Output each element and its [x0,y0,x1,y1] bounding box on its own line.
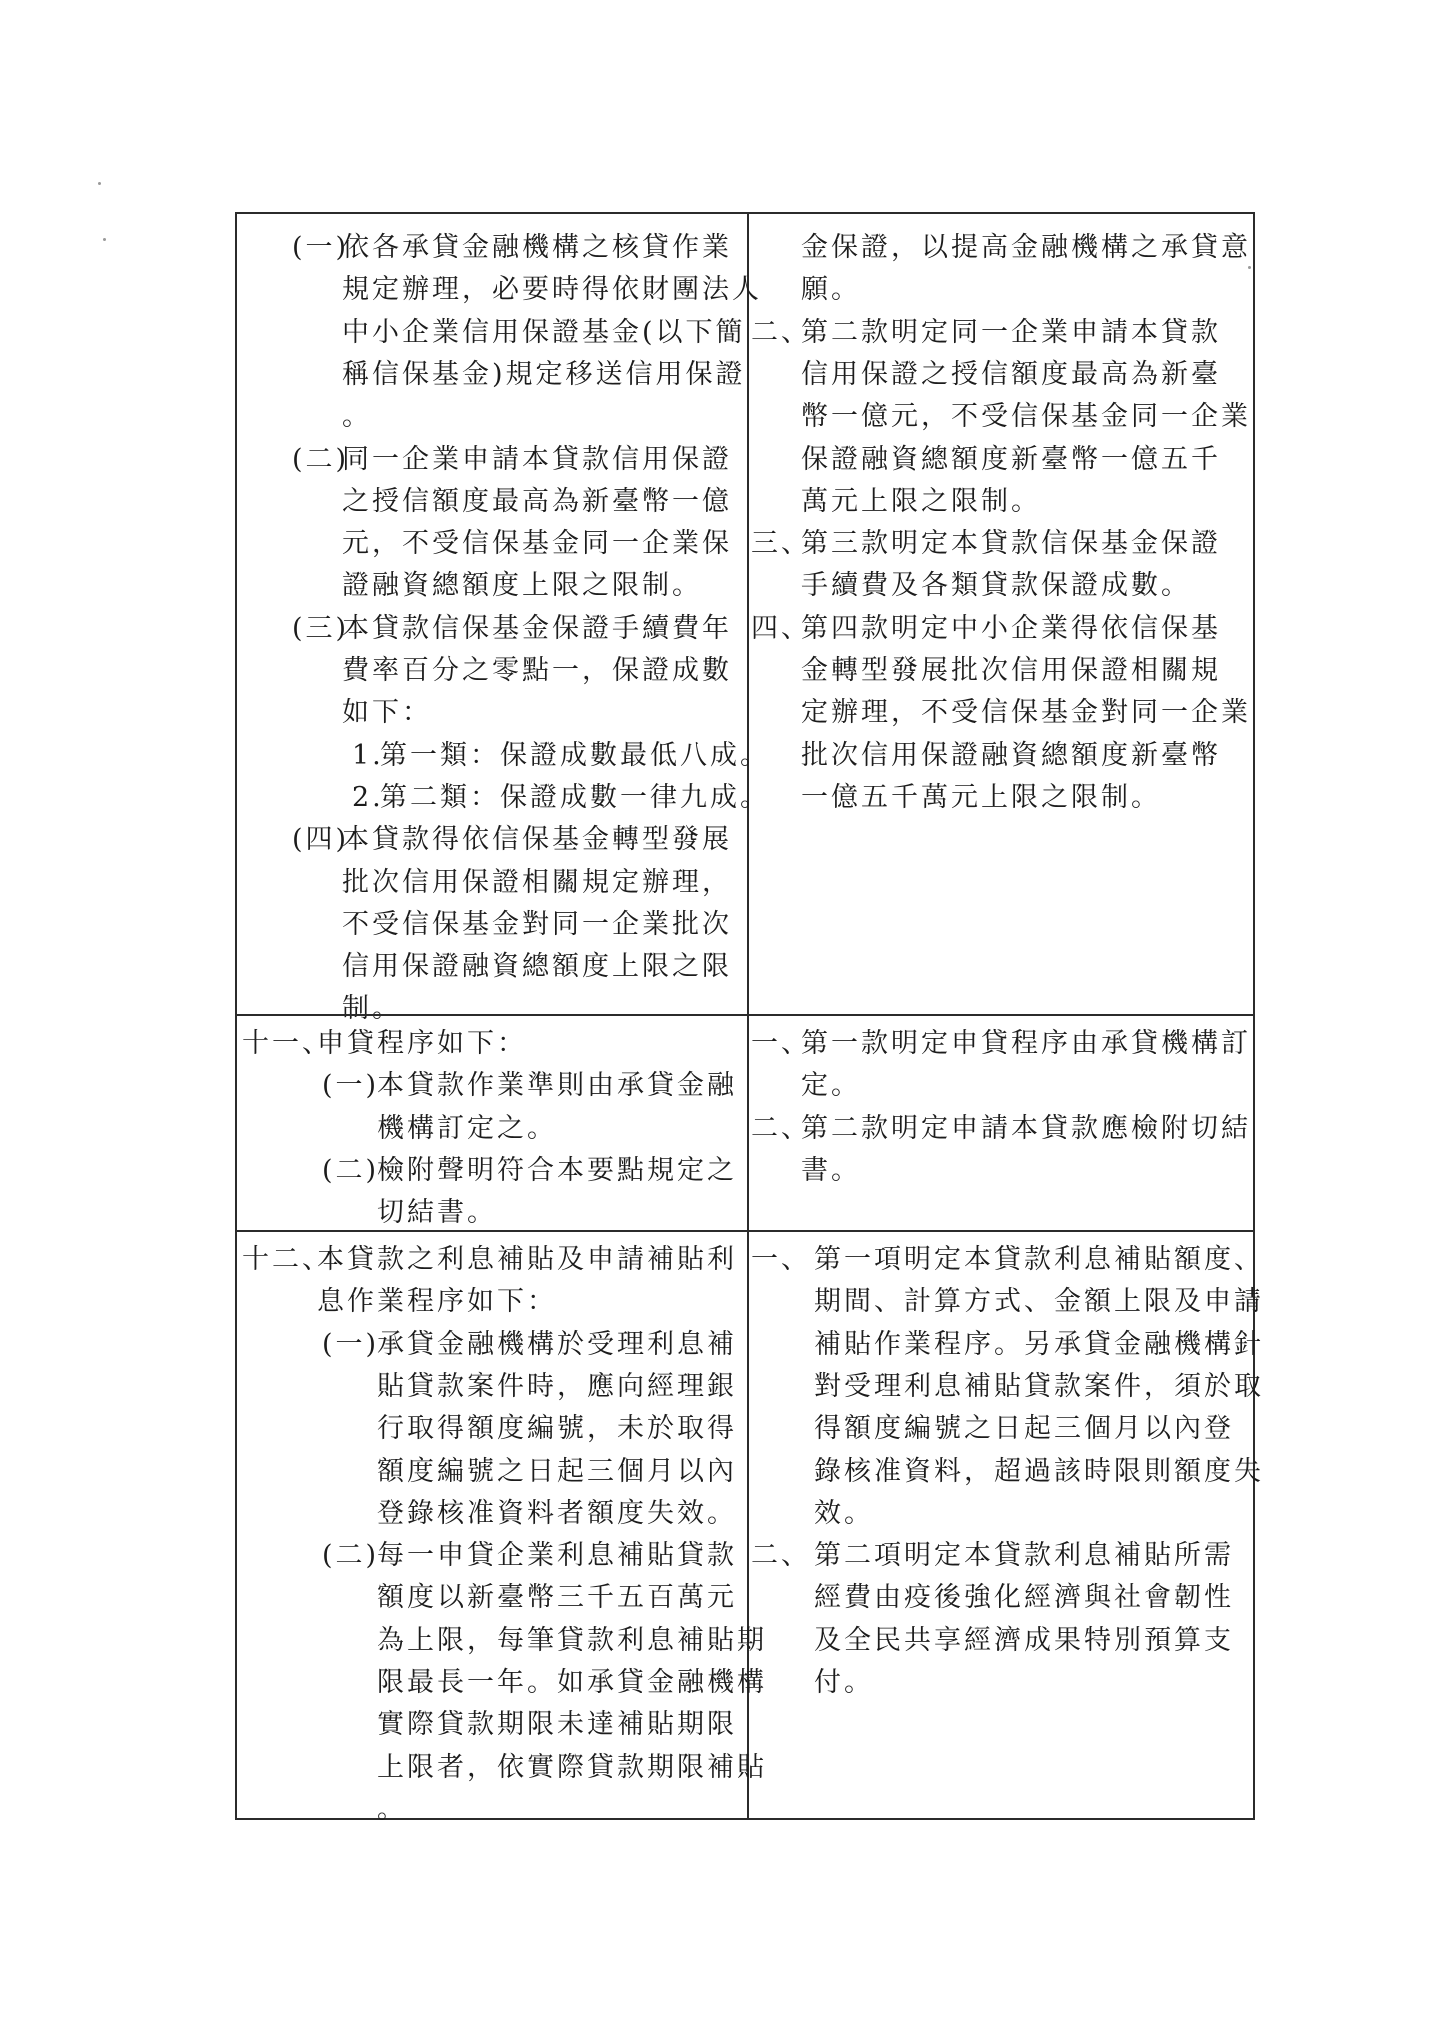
clause-marker: (一) [322,1328,380,1360]
clause-marker: 1. [352,739,384,771]
table-row-item-12 [237,1230,1264,1825]
clause-text-line: 期間、計算方式、金額上限及申請 [814,1286,1264,1318]
clause-marker: 一、 [751,1028,811,1059]
clause-marker: (三) [292,612,350,644]
clause-text-line: 稱信保基金)規定移送信用保證 [342,358,746,390]
table-row-item-10 [237,214,1253,1025]
clause-text-line: 保證融資總額度新臺幣一億五千 [801,443,1221,475]
explanation-cell [749,1232,1264,1820]
clause-text-line: 本貸款信保基金保證手續費年 [342,612,732,644]
clause-text-line: 機構訂定之。 [377,1112,557,1144]
clause-text-line: 。 [342,401,372,433]
clause-text-line: 之授信額度最高為新臺幣一億 [342,485,732,517]
clause-text-line: 經費由疫後強化經濟與社會韌性 [814,1582,1234,1614]
clause-text-line: 補貼作業程序。另承貸金融機構針 [814,1328,1264,1360]
clause-marker: (二) [292,443,350,475]
clause-text-line: 及全民共享經濟成果特別預算支 [814,1624,1234,1656]
clause-text-line: 一億五千萬元上限之限制。 [801,781,1161,813]
clause-text-line: 限最長一年。如承貸金融機構 [377,1667,767,1698]
explanation-cell [749,1016,1255,1232]
clause-text-line: 書。 [801,1154,861,1186]
clause-text-line: 批次信用保證相關規定辦理， [342,866,732,898]
clause-text-line: 付。 [814,1667,874,1698]
clause-text-line: 手續費及各類貸款保證成數。 [801,570,1191,602]
clause-text-line: 定。 [801,1070,861,1102]
clause-text-line: 願。 [801,274,861,306]
explanation-cell [749,214,1255,1014]
clause-text-line: 對受理利息補貼貸款案件，須於取 [814,1370,1264,1402]
clause-marker: 十一、 [242,1028,332,1059]
comparison-table [235,212,1264,1825]
clause-text-line: 第二項明定本貸款利息補貼所需 [814,1540,1234,1572]
clause-text-line: 本貸款得依信保基金轉型發展 [342,824,732,856]
clause-marker: 二、 [751,1540,811,1572]
clause-text-line: 證融資總額度上限之限制。 [342,570,702,602]
clause-text-line: 信用保證之授信額度最高為新臺 [801,358,1221,390]
clause-marker: (二) [322,1540,380,1572]
provision-text-cell [237,214,770,1025]
clause-text-line: 元，不受信保基金同一企業保 [342,528,732,560]
clause-text-line: 依各承貸金融機構之核貸作業 [342,232,732,263]
clause-text-line: 登錄核准資料者額度失效。 [377,1497,737,1529]
clause-marker: (二) [322,1154,380,1186]
clause-marker: 三、 [751,528,811,560]
clause-text-line: 額度以新臺幣三千五百萬元 [377,1582,737,1614]
clause-text-line: 效。 [814,1497,874,1529]
clause-text-line: 信用保證融資總額度上限之限 [342,951,732,983]
clause-text-line: 。 [377,1793,407,1825]
clause-marker: 二、 [751,316,811,348]
provision-text-cell [237,1016,747,1232]
clause-marker: 二、 [751,1112,811,1144]
clause-text-line: 費率百分之零點一，保證成數 [342,655,732,686]
clause-text-line: 息作業程序如下： [317,1286,557,1318]
clause-marker: (一) [292,232,350,263]
clause-text-line: 本貸款作業準則由承貸金融 [377,1070,737,1102]
clause-marker: 2. [352,781,384,813]
clause-text-line: 第二類：保證成數一律九成。 [380,781,770,813]
table-row-item-11 [237,1014,1253,1232]
clause-text-line: 實際貸款期限未達補貼期限 [377,1709,737,1741]
clause-text-line: 金保證，以提高金融機構之承貸意 [801,232,1251,263]
clause-marker: 四、 [751,612,811,644]
clause-text-line: 本貸款之利息補貼及申請補貼利 [317,1244,737,1275]
clause-text-line: 為上限，每筆貸款利息補貼期 [377,1624,767,1656]
clause-text-line: 第二款明定同一企業申請本貸款 [801,316,1221,348]
provision-text-cell [237,1232,767,1825]
clause-text-line: 錄核准資料，超過該時限則額度失 [814,1455,1264,1487]
clause-text-line: 承貸金融機構於受理利息補 [377,1328,737,1360]
clause-text-line: 金轉型發展批次信用保證相關規 [801,655,1221,686]
clause-text-line: 申貸程序如下： [317,1028,527,1059]
clause-text-line: 第一類：保證成數最低八成。 [380,739,770,771]
clause-text-line: 每一申貸企業利息補貼貸款 [377,1540,737,1572]
scan-speck [103,238,106,241]
clause-text-line: 同一企業申請本貸款信用保證 [342,443,732,475]
clause-text-line: 第三款明定本貸款信保基金保證 [801,528,1221,560]
clause-text-line: 貼貸款案件時，應向經理銀 [377,1370,737,1402]
clause-text-line: 不受信保基金對同一企業批次 [342,908,732,940]
clause-marker: 十二、 [242,1244,332,1275]
clause-marker: (一) [322,1070,380,1102]
clause-text-line: 行取得額度編號，未於取得 [377,1413,737,1445]
clause-marker: (四) [292,824,350,856]
clause-text-line: 萬元上限之限制。 [801,485,1041,517]
clause-text-line: 第二款明定申請本貸款應檢附切結 [801,1112,1251,1144]
clause-text-line: 制。 [342,993,402,1025]
clause-text-line: 第一款明定申貸程序由承貸機構訂 [801,1028,1251,1059]
clause-text-line: 如下： [342,697,432,729]
clause-text-line: 第一項明定本貸款利息補貼額度、 [814,1244,1264,1275]
clause-text-line: 得額度編號之日起三個月以內登 [814,1413,1234,1445]
clause-text-line: 中小企業信用保證基金(以下簡 [342,316,746,348]
clause-text-line: 規定辦理，必要時得依財團法人 [342,274,762,306]
clause-text-line: 切結書。 [377,1197,497,1229]
clause-text-line: 幣一億元，不受信保基金同一企業 [801,401,1251,433]
scan-speck [98,182,101,185]
clause-text-line: 檢附聲明符合本要點規定之 [377,1154,737,1186]
clause-text-line: 上限者，依實際貸款期限補貼 [377,1751,767,1783]
clause-text-line: 額度編號之日起三個月以內 [377,1455,737,1487]
clause-text-line: 第四款明定中小企業得依信保基 [801,612,1221,644]
clause-text-line: 批次信用保證融資總額度新臺幣 [801,739,1221,771]
clause-text-line: 定辦理，不受信保基金對同一企業 [801,697,1251,729]
clause-marker: 一、 [751,1244,811,1275]
